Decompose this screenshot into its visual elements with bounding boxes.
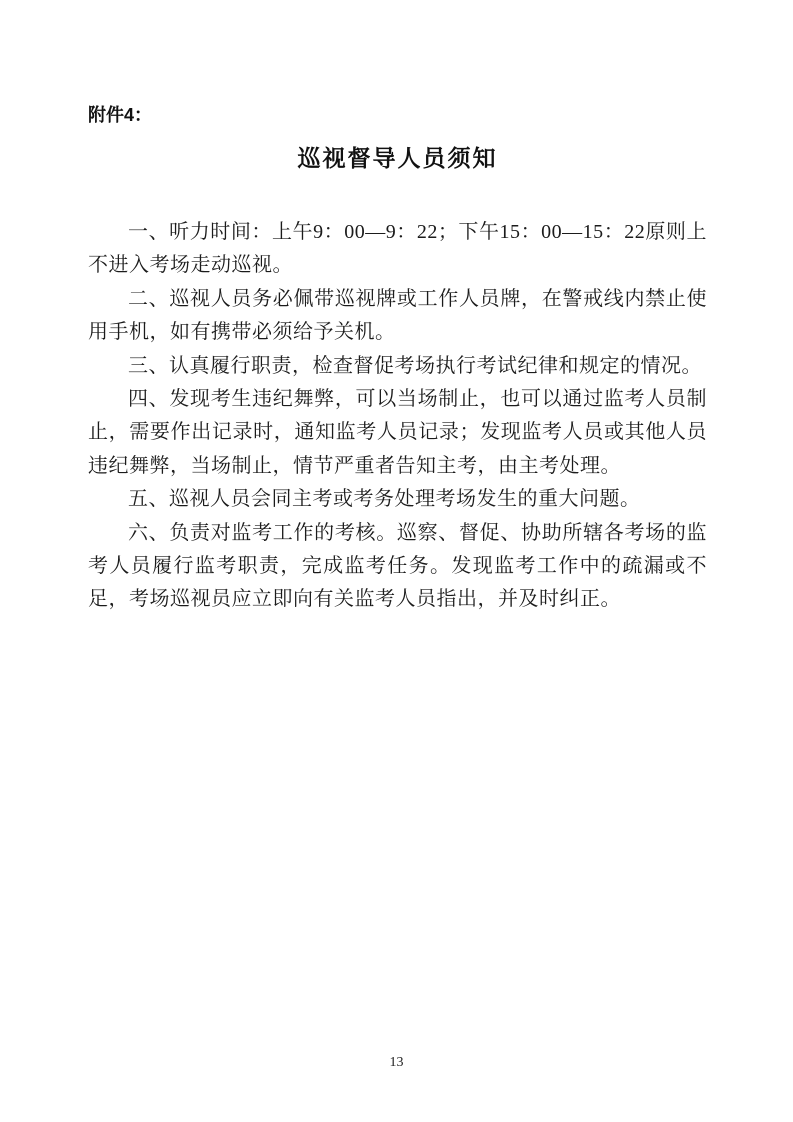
document-title: 巡视督导人员须知 xyxy=(297,145,498,171)
paragraph-1: 一、听力时间：上午9：00—9：22；下午15：00—15：22原则上不进入考场走动巡视。 xyxy=(88,221,707,277)
paragraph-2: 二、巡视人员务必佩带巡视牌或工作人员牌，在警戒线内禁止使用手机，如有携带必须给予关机。 xyxy=(88,287,707,344)
attachment-label: 附件4： xyxy=(88,105,153,125)
paragraph-5: 五、巡视人员会同主考或考务处理考场发生的重大问题。 xyxy=(128,488,641,511)
document-body xyxy=(88,216,707,617)
paragraph-6: 六、负责对监考工作的考核。巡察、督促、协助所辖各考场的监考人员履行监考职责，完成监考任务。发现监考工作中的疏漏或不足，考场巡视员应立即向有关监考人员指出，并及时纠正。 xyxy=(88,521,707,611)
paragraph-4: 四、发现考生违纪舞弊，可以当场制止，也可以通过监考人员制止，需要作出记录时，通知监考人员记录；发现监考人员或其他人员违纪舞弊，当场制止，情节严重者告知主考，由主考处理。 xyxy=(88,388,707,477)
page-content xyxy=(88,103,707,617)
paragraph-3: 三、认真履行职责，检查督促考场执行考试纪律和规定的情况。 xyxy=(128,354,702,377)
page-number: 13 xyxy=(389,1055,404,1070)
